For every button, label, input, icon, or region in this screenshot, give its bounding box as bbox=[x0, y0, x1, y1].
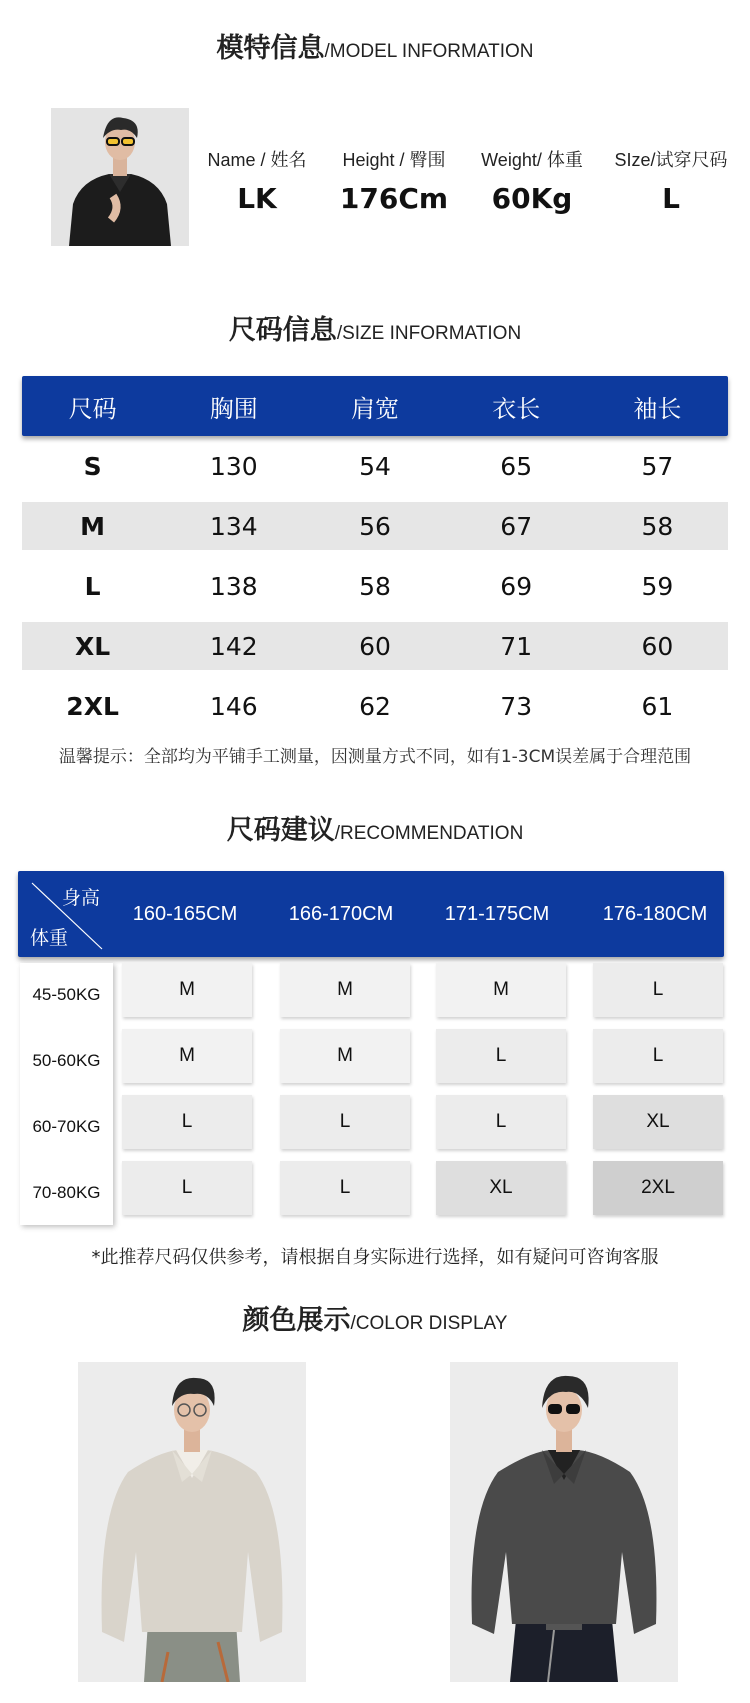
table-row bbox=[22, 556, 728, 616]
height-value: 176Cm bbox=[339, 182, 449, 215]
rec-cell: L bbox=[280, 1161, 410, 1215]
recommendation-section-title bbox=[0, 808, 750, 847]
color-section-title bbox=[0, 1298, 750, 1337]
model-photo bbox=[51, 108, 189, 246]
rec-cell: L bbox=[122, 1095, 252, 1149]
rec-cell: 2XL bbox=[593, 1161, 723, 1215]
name-label: Name / 姓名 bbox=[207, 150, 307, 170]
cell-shoulder: 54 bbox=[359, 451, 391, 481]
cell-chest: 130 bbox=[209, 451, 258, 481]
rec-cell: L bbox=[436, 1029, 566, 1083]
size-title-en: /SIZE INFORMATION bbox=[336, 323, 522, 344]
weight-column bbox=[20, 963, 113, 1225]
size-section-title bbox=[0, 308, 750, 347]
model-title-en: /MODEL INFORMATION bbox=[324, 41, 534, 62]
corner-weight-label: 体重 bbox=[30, 927, 69, 949]
height-label: Height / 臀围 bbox=[342, 150, 446, 170]
color-photo-oatmeal bbox=[78, 1362, 306, 1682]
rec-cell: M bbox=[436, 963, 566, 1017]
weight-row-4: 70-80KG bbox=[32, 1183, 101, 1202]
weight-value: 60Kg bbox=[491, 182, 573, 215]
size-table bbox=[22, 376, 728, 736]
height-col-1: 160-165CM bbox=[132, 903, 238, 925]
model-photo-illustration bbox=[51, 108, 189, 246]
rec-cell: L bbox=[436, 1095, 566, 1149]
cell-size: 2XL bbox=[66, 691, 119, 721]
rec-cell: L bbox=[280, 1095, 410, 1149]
rec-cell: M bbox=[122, 963, 252, 1017]
rec-title-zh: 尺码建议 bbox=[226, 815, 335, 846]
cell-sleeve: 59 bbox=[641, 571, 674, 601]
cell-chest: 146 bbox=[209, 691, 258, 721]
weight-row-2: 50-60KG bbox=[32, 1051, 101, 1070]
cell-size: M bbox=[80, 511, 106, 541]
weight-row-3: 60-70KG bbox=[32, 1117, 101, 1136]
cell-sleeve: 60 bbox=[641, 631, 674, 661]
cell-length: 73 bbox=[500, 691, 533, 721]
recommendation-note: *此推荐尺码仅供参考，请根据自身实际进行选择，如有疑问可咨询客服 bbox=[91, 1247, 659, 1268]
rec-cell: XL bbox=[436, 1161, 566, 1215]
model-height bbox=[326, 146, 462, 215]
model-section-title bbox=[0, 26, 750, 65]
size-label: SIze/试穿尺码 bbox=[614, 150, 728, 170]
model-title-zh: 模特信息 bbox=[216, 33, 325, 64]
rec-cell: M bbox=[122, 1029, 252, 1083]
header-length: 衣长 bbox=[492, 394, 541, 423]
table-row bbox=[22, 502, 728, 550]
cell-size: S bbox=[83, 451, 102, 481]
table-row bbox=[22, 676, 728, 736]
cell-sleeve: 58 bbox=[641, 511, 674, 541]
cell-sleeve: 61 bbox=[641, 691, 674, 721]
model-weight bbox=[472, 146, 592, 215]
rec-cell: XL bbox=[593, 1095, 723, 1149]
color-title-zh: 颜色展示 bbox=[242, 1305, 351, 1336]
color-photo-charcoal bbox=[450, 1362, 678, 1682]
size-table-header bbox=[22, 376, 728, 436]
cell-size: XL bbox=[74, 631, 111, 661]
cell-chest: 134 bbox=[209, 511, 258, 541]
header-chest: 胸围 bbox=[209, 394, 258, 423]
cell-length: 67 bbox=[500, 511, 533, 541]
cell-shoulder: 62 bbox=[359, 691, 391, 721]
header-sleeve: 袖长 bbox=[633, 394, 682, 423]
cell-length: 69 bbox=[500, 571, 533, 601]
height-col-2: 166-170CM bbox=[288, 903, 394, 925]
model-size bbox=[606, 146, 736, 215]
rec-cell: L bbox=[593, 1029, 723, 1083]
cell-chest: 138 bbox=[209, 571, 258, 601]
oatmeal-sweater-illustration bbox=[78, 1362, 306, 1682]
rec-corner bbox=[18, 871, 118, 957]
rec-title-en: /RECOMMENDATION bbox=[334, 823, 524, 844]
weight-label: Weight/ 体重 bbox=[481, 150, 583, 170]
height-col-3: 171-175CM bbox=[444, 903, 550, 925]
cell-length: 65 bbox=[500, 451, 533, 481]
table-row bbox=[22, 436, 728, 496]
model-name bbox=[198, 146, 316, 215]
cell-sleeve: 57 bbox=[641, 451, 674, 481]
cell-chest: 142 bbox=[209, 631, 258, 661]
recommendation-header bbox=[18, 871, 724, 957]
cell-shoulder: 60 bbox=[359, 631, 391, 661]
measurement-note: 温馨提示：全部均为平铺手工测量，因测量方式不同，如有1-3CM误差属于合理范围 bbox=[58, 747, 692, 767]
rec-cell: L bbox=[593, 963, 723, 1017]
weight-row-1: 45-50KG bbox=[32, 985, 101, 1004]
size-title-zh: 尺码信息 bbox=[228, 315, 337, 346]
table-row bbox=[22, 622, 728, 670]
header-size: 尺码 bbox=[68, 394, 117, 423]
cell-shoulder: 58 bbox=[359, 571, 391, 601]
cell-shoulder: 56 bbox=[359, 511, 391, 541]
corner-height-label: 身高 bbox=[62, 887, 101, 909]
color-title-en: /COLOR DISPLAY bbox=[350, 1313, 508, 1334]
name-value: LK bbox=[237, 182, 277, 215]
height-col-4: 176-180CM bbox=[602, 903, 708, 925]
charcoal-sweater-illustration bbox=[450, 1362, 678, 1682]
rec-cell: M bbox=[280, 1029, 410, 1083]
rec-cell: L bbox=[122, 1161, 252, 1215]
rec-cell: M bbox=[280, 963, 410, 1017]
cell-size: L bbox=[84, 571, 101, 601]
size-value: L bbox=[662, 182, 680, 215]
cell-length: 71 bbox=[500, 631, 533, 661]
header-shoulder: 肩宽 bbox=[351, 394, 399, 423]
